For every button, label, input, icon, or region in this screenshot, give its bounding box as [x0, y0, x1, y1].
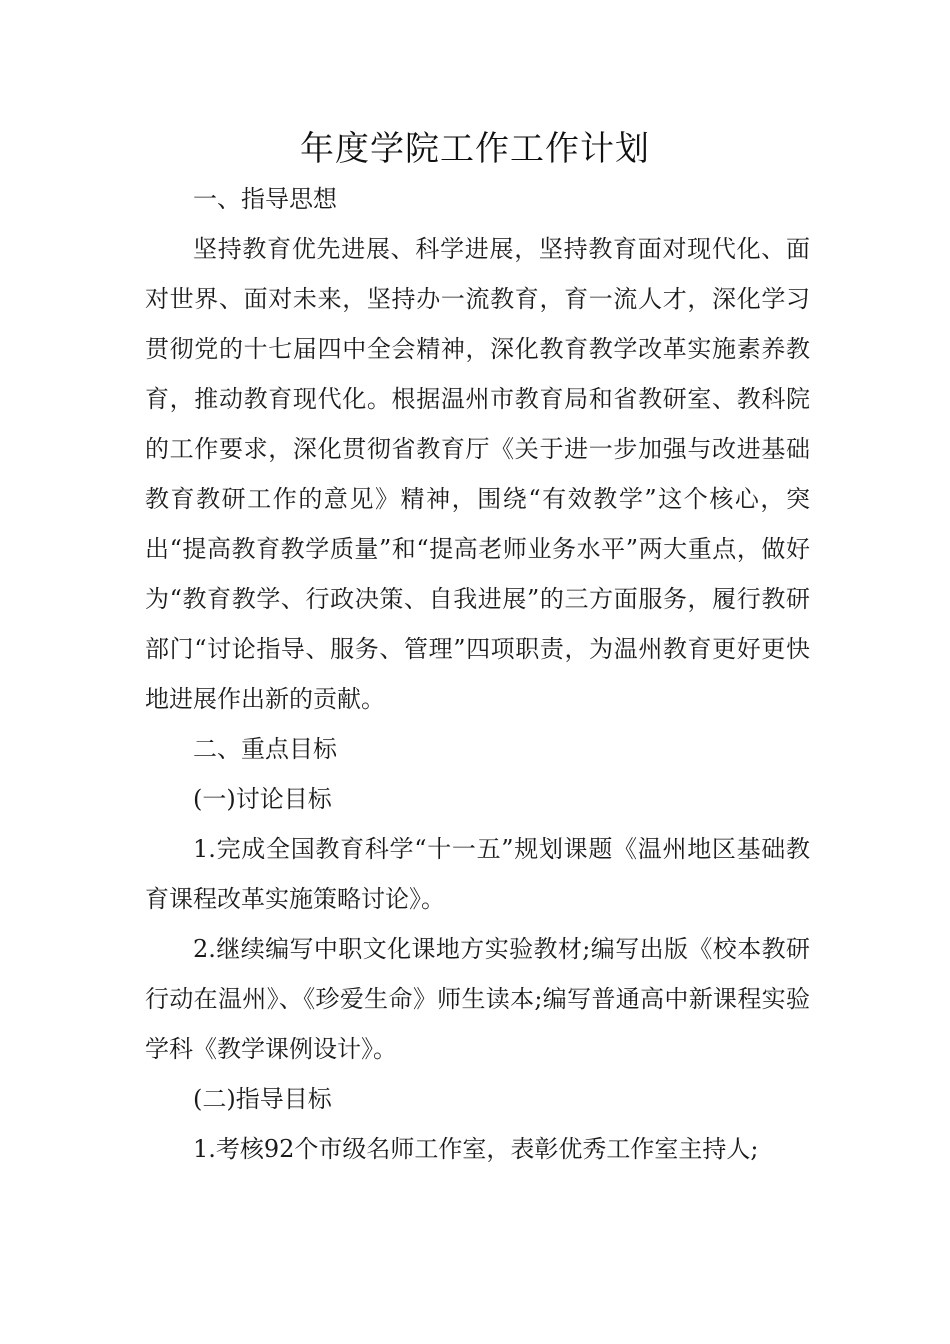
subsection-heading-research-goals: (一)讨论目标	[193, 785, 332, 813]
subsection-heading-guidance-goals: (二)指导目标	[193, 1085, 332, 1113]
document-body	[145, 174, 810, 1174]
section-heading-key-goals: 二、重点目标	[193, 735, 337, 763]
document-title: 年度学院工作工作计划	[300, 129, 650, 169]
section-heading-guiding-ideology: 一、指导思想	[193, 185, 337, 213]
paragraph-research-goal-2: 2.继续编写中职文化课地方实验教材;编写出版《校本教研行动在温州》、《珍爱生命》师生读本;编写普通高中新课程实验学科《教学课例设计》。	[145, 935, 810, 1063]
paragraph-guidance-goal-1: 1.考核92个市级名师工作室，表彰优秀工作室主持人;	[193, 1135, 759, 1163]
paragraph-research-goal-1: 1.完成全国教育科学“十一五”规划课题《温州地区基础教育课程改革实施策略讨论》。	[145, 835, 810, 913]
paragraph-guiding-ideology: 坚持教育优先进展、科学进展，坚持教育面对现代化、面对世界、面对未来，坚持办一流教育，育一流人才，深化学习贯彻党的十七届四中全会精神，深化教育教学改革实施素养教育，推动教育现代化。根据温州市教育局和省教研室、教科院的工作要求，深化贯彻省教育厅《关于进一步加强与改进基础教育教研工作的意见》精神，围绕“有效教学”这个核心，突出“提高教育教学质量”和“提高老师业务水平”两大重点，做好为“教育教学、行政决策、自我进展”的三方面服务，履行教研部门“讨论指导、服务、管理”四项职责，为温州教育更好更快地进展作出新的贡献。	[145, 235, 810, 713]
